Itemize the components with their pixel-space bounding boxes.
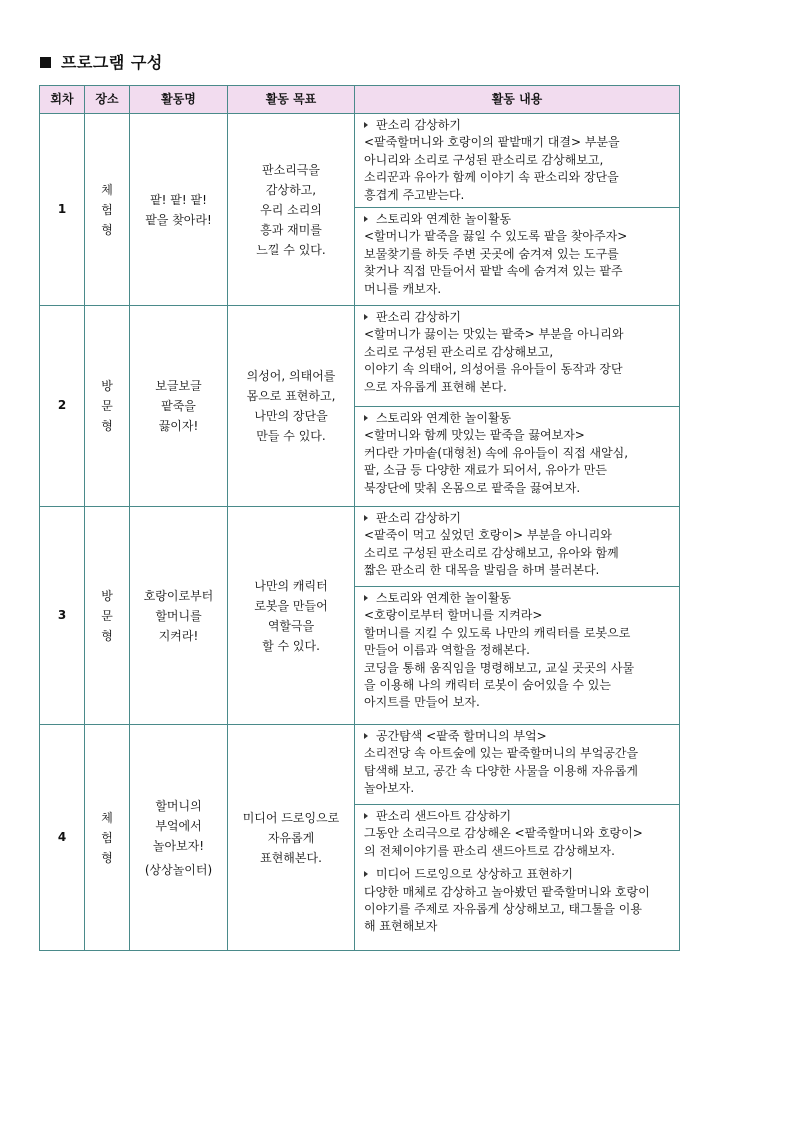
activity-goal: 의성어, 의태어를 몸으로 표현하고, 나만의 장단을 만들 수 있다.	[228, 306, 355, 507]
table-row	[40, 114, 680, 208]
program-table	[39, 85, 680, 951]
triangle-bullet-icon	[364, 415, 368, 421]
content-line: <할머니가 팥죽을 끓일 수 있도록 팥을 찾아주자>	[364, 229, 628, 244]
place-char: 형	[101, 850, 113, 865]
content-title: 스토리와 연계한 놀이활동	[376, 212, 512, 227]
place-type	[85, 507, 130, 725]
activity-content	[355, 587, 680, 725]
content-line: <팥죽이 먹고 싶었던 호랑이> 부분을 아니리와	[364, 528, 612, 543]
place-char: 문	[101, 608, 113, 623]
place-char: 체	[101, 810, 113, 825]
triangle-bullet-icon	[364, 122, 368, 128]
header-activity-content: 활동 내용	[355, 86, 680, 114]
content-line: 다양한 매체로 감상하고 놀아봤던 팥죽할머니와 호랑이	[364, 884, 650, 899]
section-heading-text: 프로그램 구성	[61, 53, 163, 72]
square-bullet-icon	[40, 57, 51, 68]
content-line: 코딩을 통해 움직임을 명령해보고, 교실 곳곳의 사물	[364, 660, 635, 675]
content-line: <할머니가 끓이는 맛있는 팥죽> 부분을 아니리와	[364, 327, 624, 342]
place-char: 형	[101, 222, 113, 237]
triangle-bullet-icon	[364, 871, 368, 877]
triangle-bullet-icon	[364, 733, 368, 739]
place-char: 형	[101, 628, 113, 643]
activity-content	[355, 208, 680, 306]
activity-name-sub: (상상놀이터)	[144, 862, 213, 877]
place-char: 험	[101, 830, 113, 845]
content-line: 아지트를 만들어 보자.	[364, 695, 480, 710]
round-number: 4	[40, 725, 85, 951]
content-line: 이야기를 주제로 자유롭게 상상해보고, 태그툴을 이용	[364, 902, 642, 917]
content-title: 판소리 감상하기	[376, 118, 461, 132]
triangle-bullet-icon	[364, 216, 368, 222]
place-type	[85, 725, 130, 951]
place-char: 문	[101, 399, 113, 414]
content-line: 소리꾼과 유아가 함께 이야기 속 판소리와 장단을	[364, 170, 619, 185]
activity-goal: 미디어 드로잉으로 자유롭게 표현해본다.	[228, 725, 355, 951]
triangle-bullet-icon	[364, 813, 368, 819]
table-header-row	[40, 86, 680, 114]
place-type	[85, 306, 130, 507]
activity-name: 보글보글 팥죽을 끓이자!	[130, 306, 228, 507]
activity-name	[130, 725, 228, 951]
content-line: 소리로 구성된 판소리로 감상해보고, 유아와 함께	[364, 545, 619, 560]
content-line: 만들어 이름과 역할을 정해본다.	[364, 643, 530, 658]
content-line: 북장단에 맞춰 온몸으로 팥죽을 끓여보자.	[364, 480, 581, 495]
content-title: 공간탐색 <팥죽 할머니의 부엌>	[376, 729, 547, 744]
header-place: 장소	[85, 86, 130, 114]
content-line: 커다란 가마솥(대형천) 속에 유아들이 직접 새알심,	[364, 445, 629, 460]
activity-name: 호랑이로부터 할머니를 지켜라!	[130, 507, 228, 725]
place-char: 험	[101, 202, 113, 217]
table-row	[40, 306, 680, 407]
content-line: 해 표현해보자	[364, 919, 438, 934]
activity-content	[355, 725, 680, 805]
content-line: 놀아보자.	[364, 781, 415, 796]
content-line: 보물찾기를 하듯 주변 곳곳에 숨겨져 있는 도구를	[364, 246, 619, 261]
triangle-bullet-icon	[364, 314, 368, 320]
header-activity-name: 활동명	[130, 86, 228, 114]
content-line: 아니리와 소리로 구성된 판소리로 감상해보고,	[364, 152, 604, 167]
content-title: 미디어 드로잉으로 상상하고 표현하기	[376, 867, 573, 882]
content-title: 판소리 감상하기	[376, 511, 461, 526]
round-number: 3	[40, 507, 85, 725]
place-type	[85, 114, 130, 306]
section-heading	[40, 50, 163, 73]
activity-content	[355, 407, 680, 507]
content-line: 이야기 속 의태어, 의성어를 유아들이 동작과 장단	[364, 362, 623, 377]
content-line: <할머니와 함께 맛있는 팥죽을 끓여보자>	[364, 428, 585, 443]
content-line: 찾거나 직접 만들어서 팥밭 속에 숨겨져 있는 팥주	[364, 264, 623, 279]
content-title: 판소리 감상하기	[376, 310, 461, 325]
activity-name: 팥! 팥! 팥! 팥을 찾아라!	[130, 114, 228, 306]
content-line: 머니를 캐보자.	[364, 281, 442, 296]
content-line: 소리로 구성된 판소리로 감상해보고,	[364, 344, 554, 359]
content-line: <팥죽할머니와 호랑이의 팥밭매기 대결> 부분을	[364, 135, 620, 150]
activity-content	[355, 306, 680, 407]
content-title: 스토리와 연계한 놀이활동	[376, 591, 512, 606]
content-line: <호랑이로부터 할머니를 지켜라>	[364, 608, 543, 623]
place-char: 방	[101, 379, 113, 394]
content-line: 흥겹게 주고받는다.	[364, 187, 465, 202]
triangle-bullet-icon	[364, 515, 368, 521]
content-line: 그동안 소리극으로 감상해온 <팥죽할머니와 호랑이>	[364, 826, 643, 841]
content-line: 탐색해 보고, 공간 속 다양한 사물을 이용해 자유롭게	[364, 763, 638, 778]
activity-name-text: 할머니의 부엌에서 놀아보자!	[152, 798, 205, 853]
activity-goal: 나만의 캐릭터 로봇을 만들어 역할극을 할 수 있다.	[228, 507, 355, 725]
round-number: 2	[40, 306, 85, 507]
activity-content	[355, 805, 680, 951]
header-activity-goal: 활동 목표	[228, 86, 355, 114]
content-line: 으로 자유롭게 표현해 본다.	[364, 379, 507, 394]
content-line: 을 이용해 나의 캐릭터 로봇이 숨어있을 수 있는	[364, 678, 611, 693]
activity-goal: 판소리극을 감상하고, 우리 소리의 흥과 재미를 느낄 수 있다.	[228, 114, 355, 306]
table-row	[40, 507, 680, 587]
place-char: 형	[101, 419, 113, 434]
content-line: 의 전체이야기를 판소리 샌드아트로 감상해보자.	[364, 843, 615, 858]
activity-content	[355, 114, 680, 208]
triangle-bullet-icon	[364, 595, 368, 601]
content-line: 소리전당 속 아트숲에 있는 팥죽할머니의 부엌공간을	[364, 746, 639, 761]
header-round: 회차	[40, 86, 85, 114]
table-row	[40, 725, 680, 805]
content-title: 스토리와 연계한 놀이활동	[376, 411, 512, 426]
content-line: 팥, 소금 등 다양한 재료가 되어서, 유아가 만든	[364, 463, 607, 478]
place-char: 체	[101, 182, 113, 197]
round-number: 1	[40, 114, 85, 306]
content-line: 짧은 판소리 한 대목을 발림을 하며 불러본다.	[364, 563, 600, 578]
place-char: 방	[101, 588, 113, 603]
content-line: 할머니를 지킬 수 있도록 나만의 캐릭터를 로봇으로	[364, 625, 631, 640]
activity-content	[355, 507, 680, 587]
content-title: 판소리 샌드아트 감상하기	[376, 809, 512, 824]
